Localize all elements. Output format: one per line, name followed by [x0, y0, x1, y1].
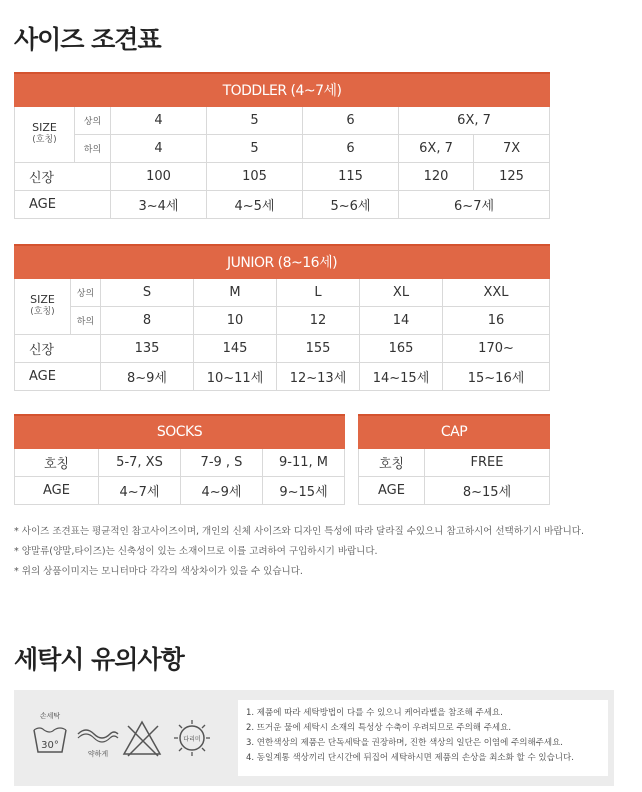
socks-name-cell: 9-11, M [263, 448, 345, 476]
toddler-height-cell: 100 [111, 162, 207, 190]
junior-bottom-cell: 8 [101, 306, 194, 334]
junior-top-cell: S [101, 278, 194, 306]
toddler-bottom-label: 하의 [75, 134, 111, 162]
iron-label: 다리미 [183, 736, 201, 743]
junior-height-cell: 165 [360, 334, 443, 362]
cap-age-cell: 8~15세 [425, 476, 550, 504]
toddler-age-cell: 6~7세 [399, 190, 550, 218]
toddler-height-cell: 115 [303, 162, 399, 190]
junior-age-cell: 8~9세 [101, 362, 194, 390]
junior-age-cell: 10~11세 [194, 362, 277, 390]
toddler-top-cell: 4 [111, 106, 207, 134]
cap-name-label: 호칭 [359, 448, 425, 476]
toddler-height-cell: 125 [474, 162, 550, 190]
cap-size-table [358, 414, 550, 505]
no-bleach-icon [124, 722, 160, 756]
note-item: * 사이즈 조견표는 평균적인 참고사이즈이며, 개인의 신체 사이즈와 디자인 특성에 따라 달라질 수있으니 참고하시어 선택하기시 바랍니다. [14, 526, 584, 537]
junior-height-cell: 135 [101, 334, 194, 362]
toddler-top-cell: 5 [207, 106, 303, 134]
socks-name-cell: 5-7, XS [99, 448, 181, 476]
junior-top-label: 상의 [71, 278, 101, 306]
toddler-top-cell: 6X, 7 [399, 106, 550, 134]
cap-age-label: AGE [359, 476, 425, 504]
junior-size-table [14, 244, 550, 391]
socks-age-cell: 4~7세 [99, 476, 181, 504]
socks-age-cell: 4~9세 [181, 476, 263, 504]
care-instruction-item: 2. 뜨거운 물에 세탁시 소재의 특성상 수축이 우려되므로 주의해 주세요. [246, 723, 512, 733]
toddler-header: TODDLER (4~7세) [15, 73, 550, 106]
wring-label: 약하게 [87, 750, 109, 758]
toddler-size-table [14, 72, 550, 219]
toddler-age-cell: 4~5세 [207, 190, 303, 218]
toddler-top-cell: 6 [303, 106, 399, 134]
socks-name-cell: 7-9 , S [181, 448, 263, 476]
toddler-top-label: 상의 [75, 106, 111, 134]
socks-header: SOCKS [15, 415, 345, 448]
care-instructions-box [14, 690, 614, 786]
junior-header: JUNIOR (8~16세) [15, 245, 550, 278]
toddler-bottom-cell: 6X, 7 [399, 134, 474, 162]
toddler-age-cell: 5~6세 [303, 190, 399, 218]
wring-gently-icon [78, 730, 118, 758]
toddler-height-cell: 120 [399, 162, 474, 190]
junior-bottom-cell: 14 [360, 306, 443, 334]
care-instruction-item: 4. 동일계통 색상끼리 단시간에 뒤집어 세탁하시면 제품의 손상을 최소화 할 수 있습니다. [246, 753, 574, 763]
cap-name-cell: FREE [425, 448, 550, 476]
size-chart-title: 사이즈 조견표 [14, 25, 161, 54]
junior-age-label: AGE [15, 362, 101, 390]
junior-age-cell: 12~13세 [277, 362, 360, 390]
care-instruction-item: 1. 제품에 따라 세탁방법이 다를 수 있으니 케어라벨을 참조해 주세요. [246, 708, 503, 718]
socks-age-cell: 9~15세 [263, 476, 345, 504]
toddler-bottom-cell: 4 [111, 134, 207, 162]
toddler-bottom-cell: 6 [303, 134, 399, 162]
junior-bottom-cell: 12 [277, 306, 360, 334]
junior-top-cell: M [194, 278, 277, 306]
junior-height-cell: 170~ [443, 334, 550, 362]
socks-name-label: 호칭 [15, 448, 99, 476]
toddler-size-label: SIZE (호칭) [15, 106, 75, 162]
note-item: * 위의 상품이미지는 모니터마다 각각의 색상차이가 있을 수 있습니다. [14, 566, 303, 577]
care-instruction-item: 3. 연한색상의 제품은 단독세탁을 권장하며, 진한 색상의 일단은 이염에 주의해주세요. [246, 738, 564, 748]
wash-temp: 30° [41, 740, 59, 751]
socks-age-label: AGE [15, 476, 99, 504]
junior-height-label: 신장 [15, 334, 101, 362]
wash-label: 손세탁 [39, 712, 61, 720]
junior-bottom-cell: 10 [194, 306, 277, 334]
toddler-age-cell: 3~4세 [111, 190, 207, 218]
junior-bottom-cell: 16 [443, 306, 550, 334]
junior-bottom-label: 하의 [71, 306, 101, 334]
care-instructions-text [238, 700, 608, 776]
toddler-bottom-cell: 5 [207, 134, 303, 162]
socks-size-table [14, 414, 345, 505]
care-title: 세탁시 유의사항 [14, 645, 184, 674]
toddler-height-cell: 105 [207, 162, 303, 190]
junior-top-cell: L [277, 278, 360, 306]
junior-size-label: SIZE (호칭) [15, 278, 71, 334]
junior-top-cell: XL [360, 278, 443, 306]
cap-header: CAP [359, 415, 550, 448]
toddler-height-label: 신장 [15, 162, 111, 190]
note-item: * 양말류(양말,타이즈)는 신축성이 있는 소재이므로 이를 고려하여 구입하시기 바랍니다. [14, 546, 378, 557]
junior-top-cell: XXL [443, 278, 550, 306]
size-notes [14, 524, 614, 584]
junior-height-cell: 145 [194, 334, 277, 362]
care-symbols [32, 708, 232, 768]
junior-age-cell: 14~15세 [360, 362, 443, 390]
hand-wash-icon [34, 711, 66, 752]
toddler-age-label: AGE [15, 190, 111, 218]
toddler-bottom-cell: 7X [474, 134, 550, 162]
junior-age-cell: 15~16세 [443, 362, 550, 390]
sun-dry-icon [174, 720, 210, 756]
junior-height-cell: 155 [277, 334, 360, 362]
